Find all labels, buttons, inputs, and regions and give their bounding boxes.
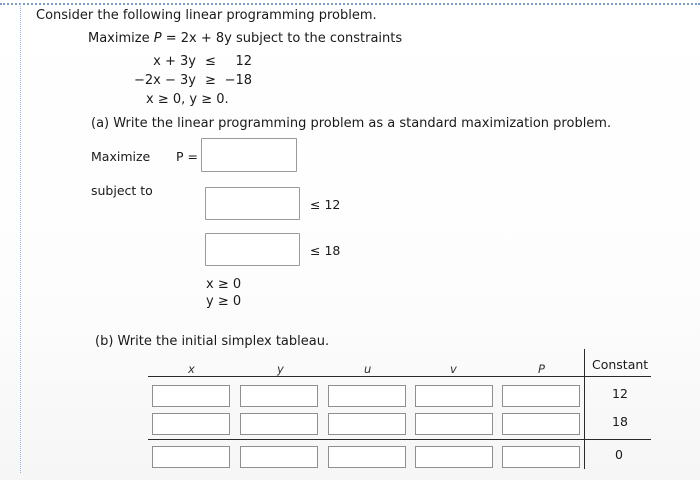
constraint-1-lhs: x + 3y — [153, 54, 196, 69]
objective-equals: = — [165, 31, 177, 46]
part-b-prompt: (b) Write the initial simplex tableau. — [95, 334, 330, 349]
constraint-nonneg: x ≥ 0, y ≥ 0. — [146, 92, 229, 107]
objective-prefix: Maximize — [88, 31, 150, 46]
tableau-r2-u[interactable] — [328, 413, 406, 435]
header-v: v — [450, 362, 457, 376]
tableau-r3-x[interactable] — [152, 446, 230, 468]
problem-intro: Consider the following linear programming problem. — [36, 8, 377, 23]
top-border — [0, 3, 700, 5]
tableau-r3-constant: 0 — [615, 447, 623, 462]
constraint-1-bound: ≤ 12 — [310, 197, 341, 212]
objective-input[interactable] — [201, 138, 297, 172]
tableau-r2-y[interactable] — [240, 413, 318, 435]
tableau-r1-constant: 12 — [612, 386, 628, 401]
tableau-r3-u[interactable] — [328, 446, 406, 468]
tableau-r2-constant: 18 — [612, 414, 628, 429]
header-constant: Constant — [592, 357, 649, 372]
tableau-r1-x[interactable] — [152, 385, 230, 407]
part-a-prompt: (a) Write the linear programming problem as a standard maximization problem. — [91, 116, 612, 131]
tableau-r1-p[interactable] — [502, 385, 580, 407]
constraint-2-bound: ≤ 18 — [310, 243, 341, 258]
tableau-r1-v[interactable] — [415, 385, 493, 407]
constraint-1-rhs: 12 — [235, 54, 252, 69]
constraint-1-op: ≤ — [205, 54, 216, 69]
header-u: u — [364, 362, 372, 376]
left-border — [20, 3, 21, 473]
tableau-constant-divider — [584, 349, 585, 469]
nonneg-y: y ≥ 0 — [206, 294, 242, 309]
constraint-2-lhs: −2x − 3y — [134, 73, 196, 88]
objective-statement — [88, 31, 402, 46]
objective-rhs: 2x + 8y subject to the constraints — [180, 31, 403, 46]
tableau-header-rule — [148, 376, 651, 377]
constraint-2-op: ≥ — [205, 73, 216, 88]
constraint-2-rhs: −18 — [224, 73, 252, 88]
header-y: y — [277, 362, 284, 376]
tableau-r2-x[interactable] — [152, 413, 230, 435]
tableau-r3-v[interactable] — [415, 446, 493, 468]
tableau-objective-rule — [148, 439, 651, 440]
maximize-label: Maximize — [91, 149, 151, 164]
tableau-r2-v[interactable] — [415, 413, 493, 435]
header-p: P — [538, 362, 545, 376]
p-equals-label: P = — [176, 149, 198, 164]
tableau-r1-y[interactable] — [240, 385, 318, 407]
tableau-r2-p[interactable] — [502, 413, 580, 435]
nonneg-x: x ≥ 0 — [206, 277, 242, 292]
objective-lhs: P — [153, 31, 162, 46]
subject-to-label: subject to — [91, 183, 153, 198]
tableau-r3-y[interactable] — [240, 446, 318, 468]
constraint-2-input[interactable] — [205, 233, 300, 266]
constraint-1-input[interactable] — [205, 187, 300, 220]
tableau-r3-p[interactable] — [502, 446, 580, 468]
header-x: x — [188, 362, 195, 376]
tableau-r1-u[interactable] — [328, 385, 406, 407]
